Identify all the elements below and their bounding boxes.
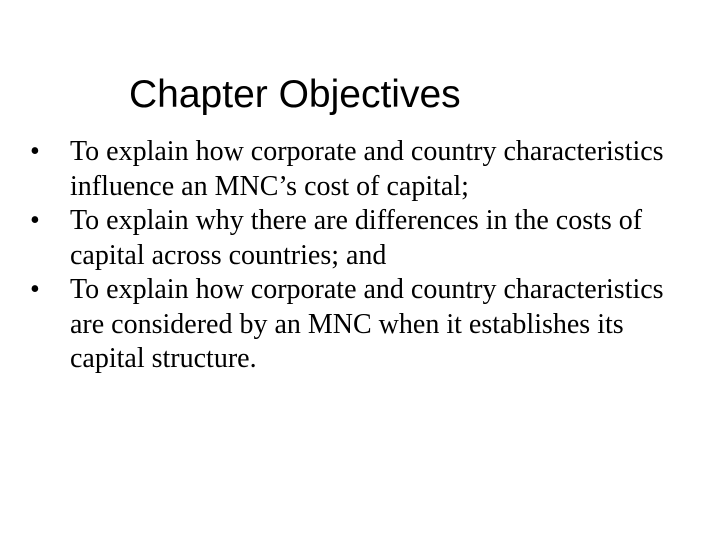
bullet-icon: •: [30, 136, 40, 167]
objective-item: [30, 135, 670, 204]
slide-title: Chapter Objectives: [129, 73, 461, 116]
objective-item: [30, 273, 670, 377]
objective-text: To explain why there are differences in the costs of capital across countries; and: [70, 205, 643, 271]
objective-text: To explain how corporate and country characteristics are considered by an MNC when it establishes its capital structure.: [70, 274, 664, 374]
objectives-list: [30, 135, 670, 377]
bullet-icon: •: [30, 205, 40, 236]
objective-item: [30, 204, 670, 273]
objective-text: To explain how corporate and country characteristics influence an MNC’s cost of capital;: [70, 136, 664, 202]
bullet-icon: •: [30, 274, 40, 305]
